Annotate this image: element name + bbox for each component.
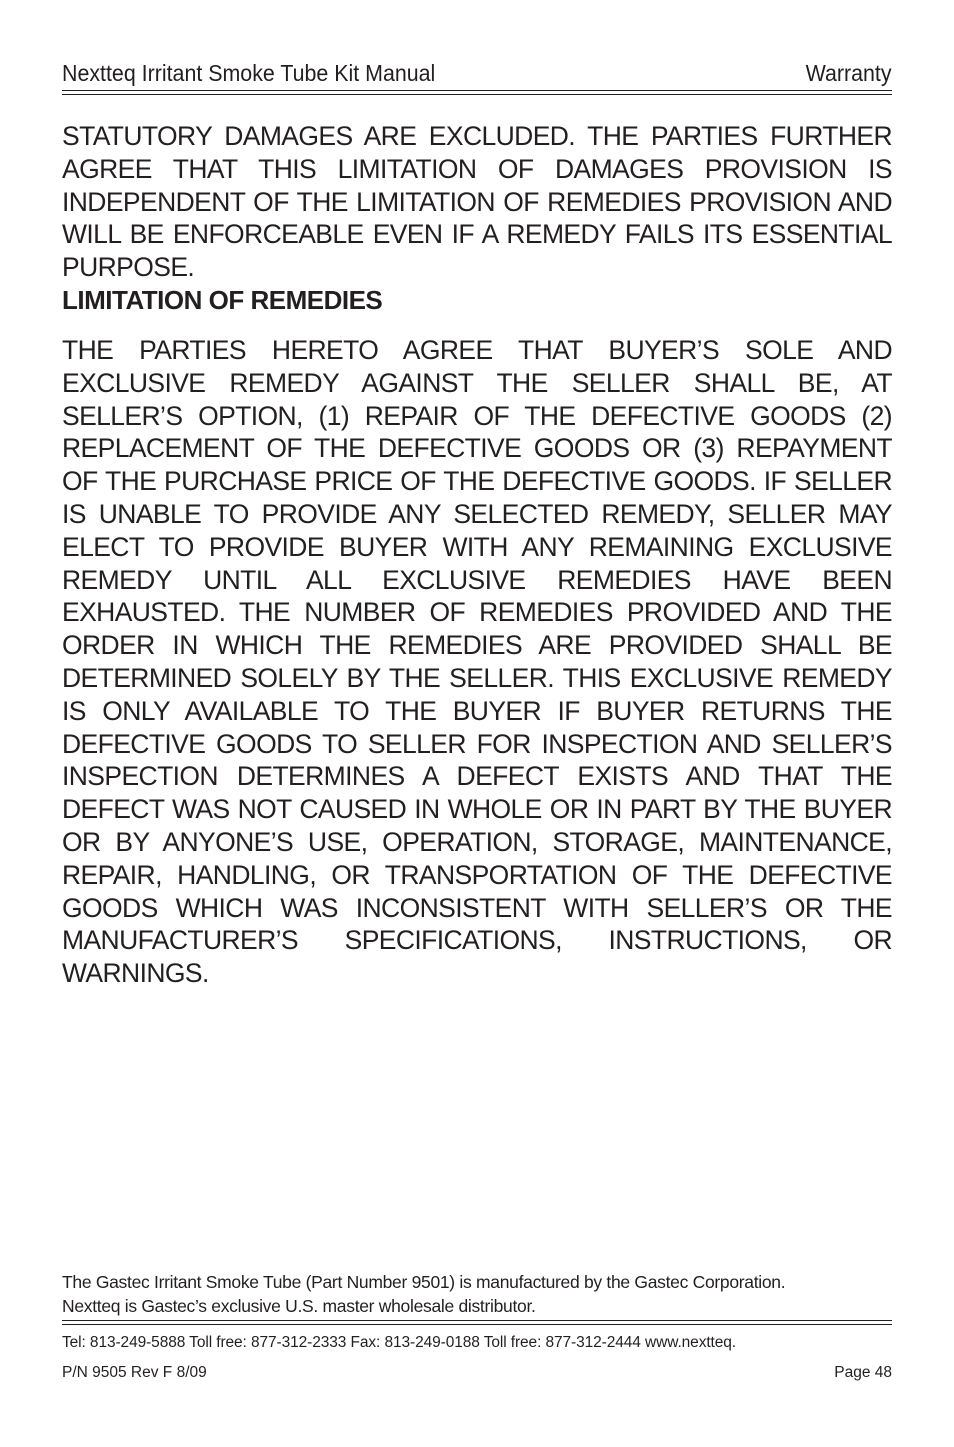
limitation-of-remedies-paragraph: THE PARTIES HERETO AGREE THAT BUYER’S SOLE AND EXCLUSIVE REMEDY AGAINST THE SELLER SHALL BE, AT SELLER’S OPTION, (1) REPAIR OF THE DEFECTIVE GOODS (2) REPLACEMENT OF THE DEFECTIVE GOODS OR (3) REPAYMENT OF THE PURCHASE PRICE OF THE DEFECTIVE GOODS. IF SELLER IS UNABLE TO PROVIDE ANY SELECTED REMEDY, SELLER MAY ELECT TO PROVIDE BUYER WITH ANY REMAINING EXCLUSIVE REMEDY UNTIL ALL EXCLUSIVE REMEDIES HAVE BEEN EXHAUSTED. THE NUMBER OF REMEDIES PROVIDED AND THE ORDER IN WHICH THE REMEDIES ARE PROVIDED SHALL BE DETERMINED SOLELY BY THE SELLER. THIS EXCLUSIVE REMEDY IS ONLY AVAILABLE TO THE BUYER IF BUYER RETURNS THE DEFECTIVE GOODS TO SELLER FOR INSPECTION AND SELLER’S INSPECTION DETERMINES A DEFECT EXISTS AND THAT THE DEFECT WAS NOT CAUSED IN WHOLE OR IN PART BY THE BUYER OR BY ANYONE’S USE, OPERATION, STORAGE, MAINTENANCE, REPAIR, HANDLING, OR TRANSPORTATION OF THE DEFECTIVE GOODS WHICH WAS INCONSISTENT WITH SELLER’S OR THE MANUFACTURER’S SPECIFICATIONS, INSTRUCTIONS, OR WARNINGS. bbox=[62, 335, 892, 989]
header-double-rule bbox=[62, 90, 892, 95]
page-header bbox=[62, 58, 892, 88]
footer-double-rule bbox=[62, 1320, 892, 1325]
page-number: Page 48 bbox=[834, 1364, 892, 1381]
manufacturer-note bbox=[62, 1270, 892, 1318]
manufacturer-note-line-1: The Gastec Irritant Smoke Tube (Part Number 9501) is manufactured by the Gastec Corporation. bbox=[62, 1272, 786, 1292]
manual-title: Nextteq Irritant Smoke Tube Kit Manual bbox=[62, 60, 436, 86]
contact-info: Tel: 813-249-5888 Toll free: 877-312-2333 Fax: 813-249-0188 Toll free: 877-312-2444 www.nextteq. bbox=[62, 1334, 737, 1351]
part-number: P/N 9505 Rev F 8/09 bbox=[62, 1364, 207, 1381]
section-heading: LIMITATION OF REMEDIES bbox=[62, 285, 383, 315]
section-name: Warranty bbox=[805, 60, 892, 86]
manual-page bbox=[62, 0, 892, 1447]
manufacturer-note-line-2: Nextteq is Gastec’s exclusive U.S. master wholesale distributor. bbox=[62, 1296, 536, 1316]
page-footer bbox=[62, 1362, 892, 1384]
intro-paragraph: STATUTORY DAMAGES ARE EXCLUDED. THE PARTIES FURTHER AGREE THAT THIS LIMITATION OF DAMAGES PROVISION IS INDEPENDENT OF THE LIMITATION OF REMEDIES PROVISION AND WILL BE ENFORCEABLE EVEN IF A REMEDY FAILS ITS ESSENTIAL PURPOSE. bbox=[62, 121, 892, 283]
